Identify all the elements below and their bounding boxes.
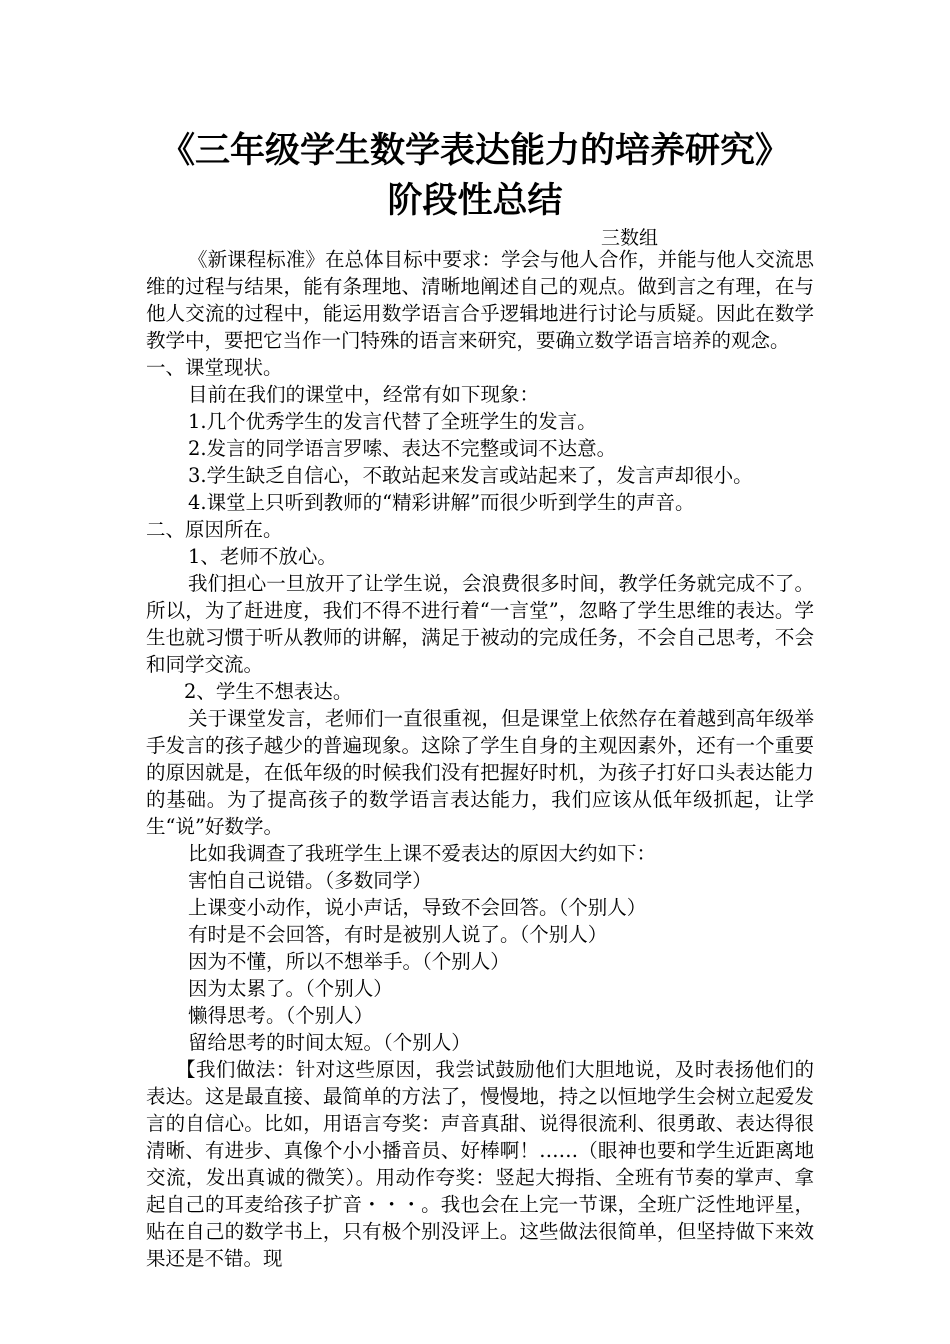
reason-item: 懒得思考。（个别人） [188,1004,374,1027]
section-1-lead: 目前在我们的课堂中，经常有如下现象： [188,383,540,406]
subsection-2-paragraph: 关于课堂发言，老师们一直很重视，但是课堂上依然存在着越到高年级举手发言的孩子越少的普遍现象。这除了学生自身的主观因素外，还有一个重要的原因就是，在低年级的时候我们没有把握好时机，为孩子打好口头表达能力的基础。为了提高孩子的数学语言表达能力，我们应该从低年级抓起，让学生“说”好数学。 [146,707,814,838]
section-1-heading: 一、课堂现状。 [146,356,283,379]
document-author: 三数组 [601,227,659,249]
subsection-1-heading: 1、老师不放心。 [188,545,337,568]
intro-paragraph: 《新课程标准》在总体目标中要求：学会与他人合作，并能与他人交流思维的过程与结果，能有条理地、清晰地阐述自己的观点。做到言之有理，在与他人交流的过程中，能运用数学语言合乎逻辑地进行讨论与质疑。因此在数学教学中，要把它当作一门特殊的语言来研究，要确立数学语言培养的观念。 [146,248,814,352]
list-item: 2.发言的同学语言罗嗦、表达不完整或词不达意。 [188,437,617,460]
document-title-line-1: 《三年级学生数学表达能力的培养研究》 [159,131,790,171]
section-2-heading: 二、原因所在。 [146,518,283,541]
document-title-line-2: 阶段性总结 [387,181,563,221]
reason-item: 有时是不会回答，有时是被别人说了。（个别人） [188,923,608,946]
reason-item: 害怕自己说错。（多数同学） [188,869,432,892]
subsection-2-heading: 2、学生不想表达。 [184,680,353,703]
survey-lead: 比如我调查了我班学生上课不爱表达的原因大约如下： [188,842,657,865]
reason-item: 留给思考的时间太短。（个别人） [188,1031,471,1054]
reason-item: 因为不懂，所以不想举手。（个别人） [188,950,510,973]
subsection-1-paragraph: 我们担心一旦放开了让学生说，会浪费很多时间，教学任务就完成不了。所以，为了赶进度，我们不得不进行着“一言堂”，忽略了学生思维的表达。学生也就习惯于听从教师的讲解，满足于被动的完成任务，不会自己思考，不会和同学交流。 [146,572,814,676]
reason-item: 上课变小动作，说小声话，导致不会回答。（个别人） [188,896,647,919]
list-item: 4.课堂上只听到教师的“精彩讲解”而很少听到学生的声音。 [188,491,695,514]
list-item: 3.学生缺乏自信心，不敢站起来发言或站起来了，发言声却很小。 [188,464,753,487]
reason-item: 因为太累了。（个别人） [188,977,393,1000]
list-item: 1.几个优秀学生的发言代替了全班学生的发言。 [188,410,597,433]
method-paragraph: 【我们做法：针对这些原因，我尝试鼓励他们大胆地说，及时表扬他们的表达。这是最直接、最简单的方法了，慢慢地，持之以恒地学生会树立起爱发言的自信心。比如，用语言夸奖：声音真甜、说得很流利、很勇敢、表达得很清晰、有进步、真像个小小播音员、好棒啊！……（眼神也要和学生近距离地交流，发出真诚的微笑）。用动作夸奖：竖起大拇指、全班有节奏的掌声、拿起自己的耳麦给孩子扩音・・・。我也会在上完一节课，全班广泛性地评星，贴在自己的数学书上，只有极个别没评上。这些做法很简单，但坚持做下来效果还是不错。现 [146,1058,814,1270]
document-body [146,246,814,1272]
